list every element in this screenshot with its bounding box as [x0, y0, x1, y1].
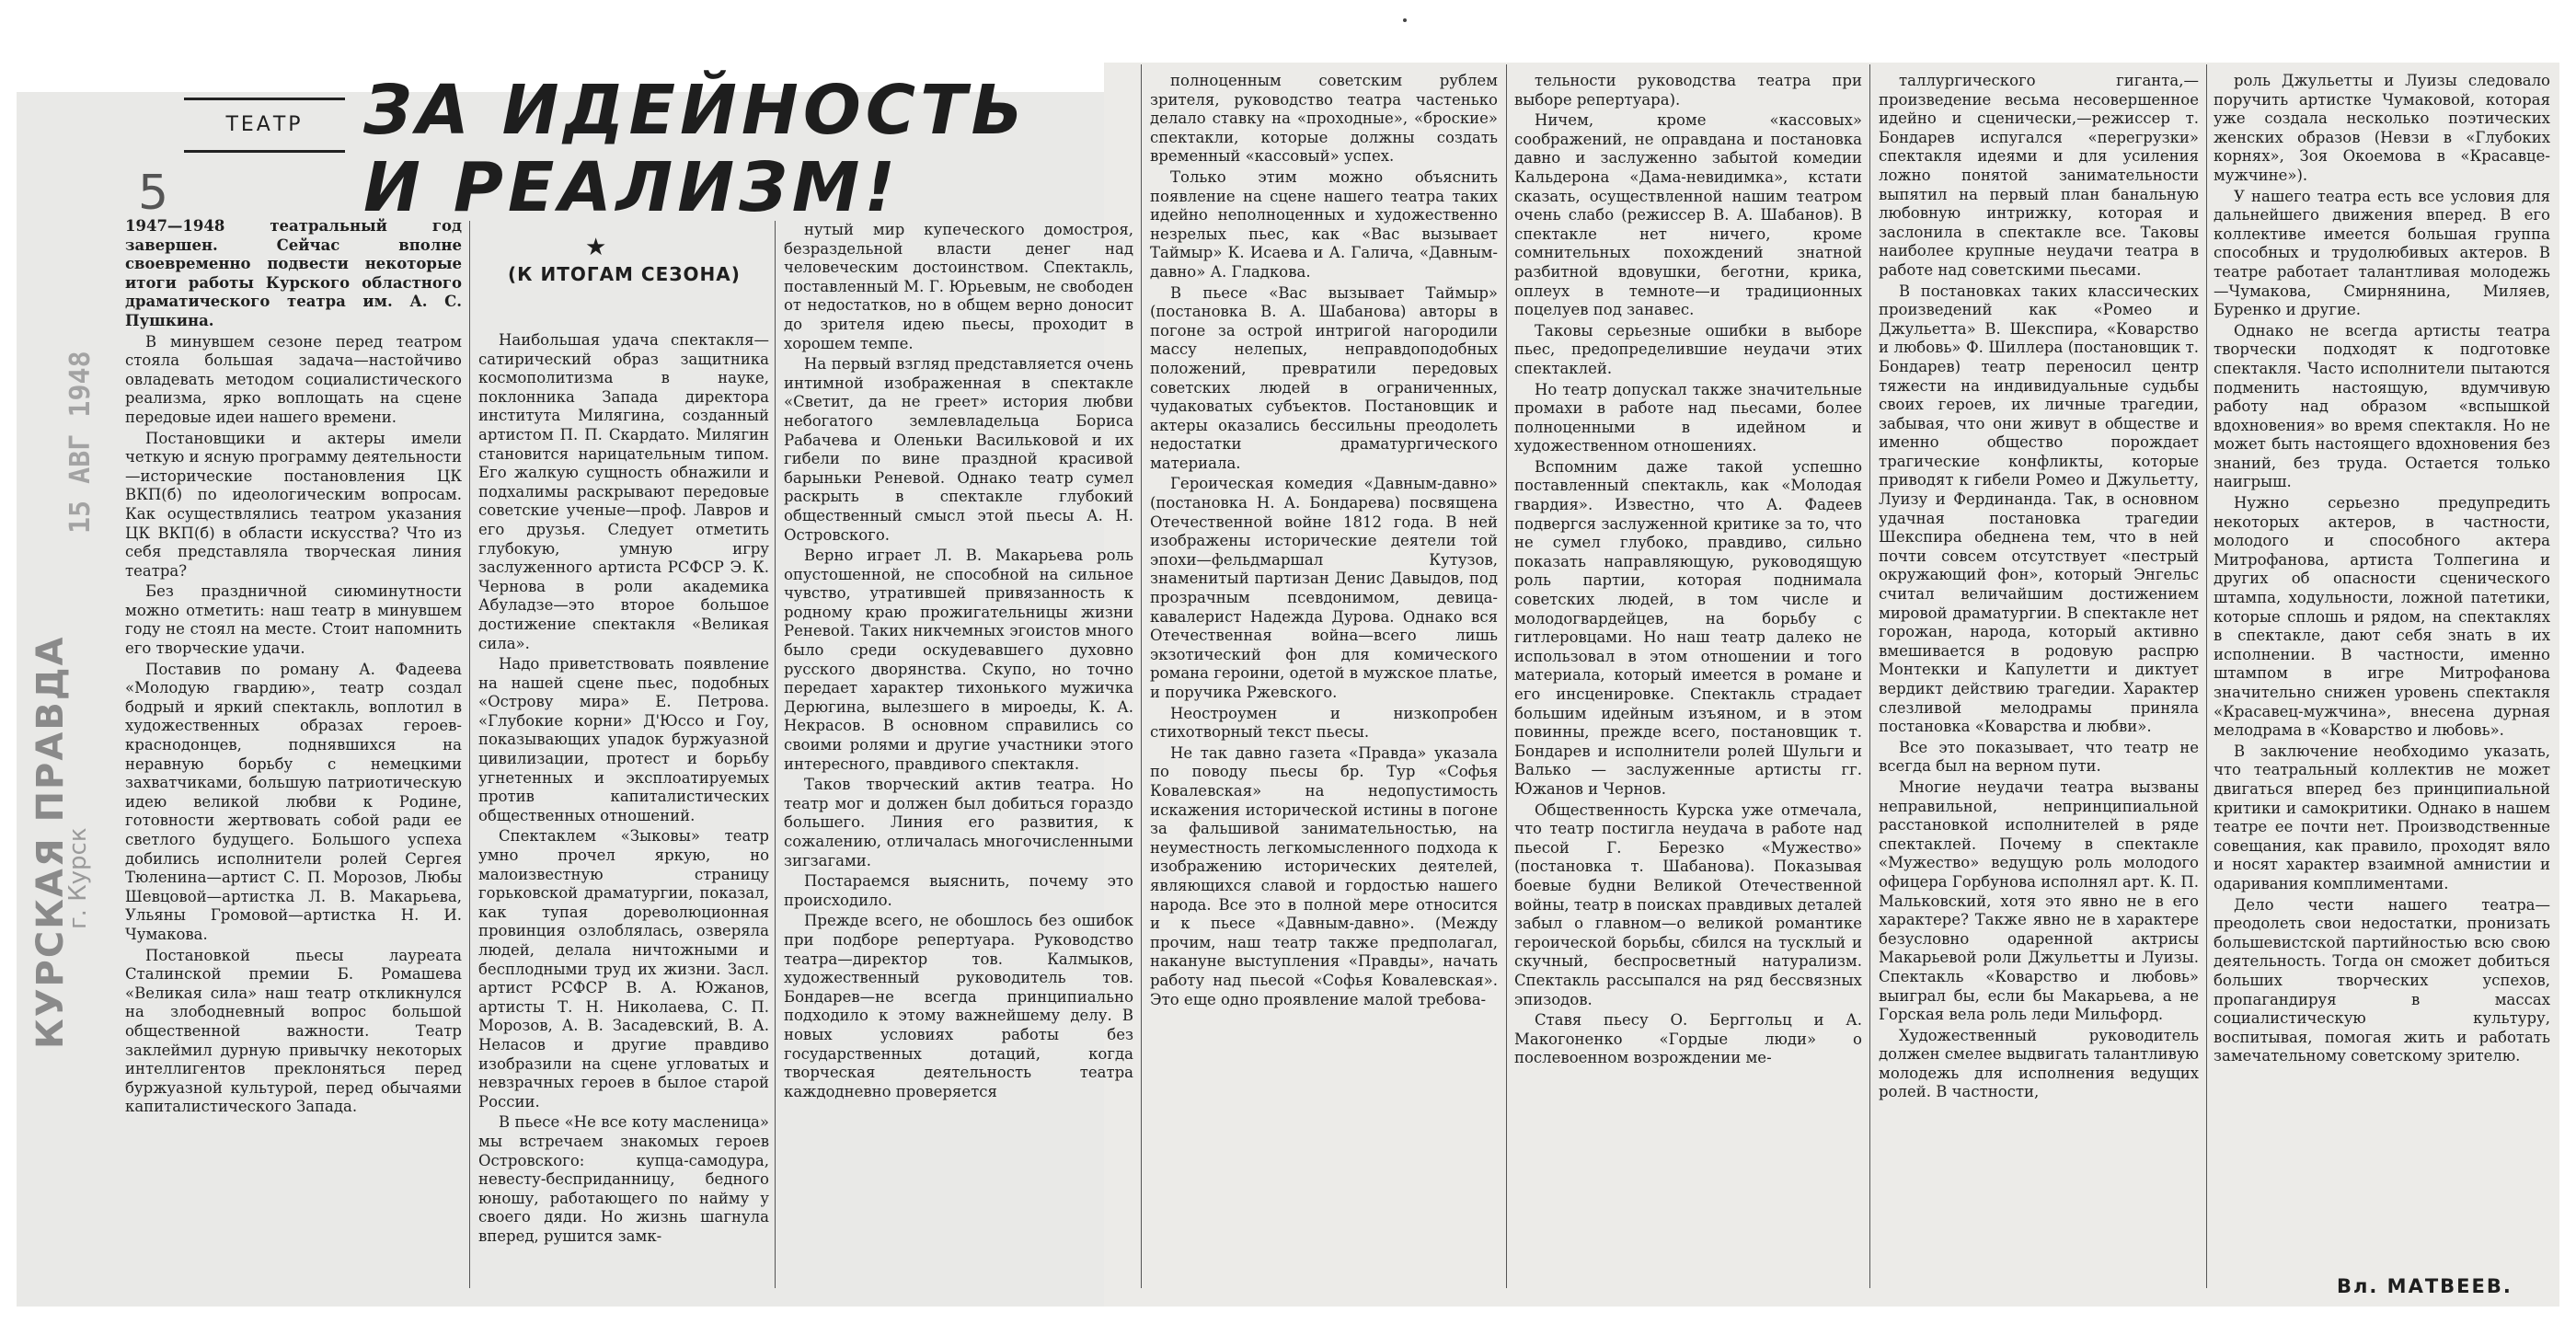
article-column-5	[1514, 72, 1862, 1300]
paragraph: тельности руководства театра при выборе репертуара).	[1514, 72, 1862, 109]
paragraph: нутый мир купеческого домостроя, безраздельной власти денег над человеческим достоинством. Спектакль, поставленный М. Г. Юрьевым, не свободен от недостатков, но в общем верно доносит до зрителя идею пьесы, проходит в хорошем темпе.	[784, 221, 1133, 352]
paragraph: Таков творческий актив театра. Но театр мог и должен был добиться гораздо большего. Линия его развития, к сожалению, отличалась многочисленными зигзагами.	[784, 776, 1133, 869]
column-rule	[1506, 64, 1507, 1288]
paragraph: У нашего театра есть все условия для дальнейшего движения вперед. В его коллективе имеется большая группа способных и трудолюбивых актеров. В театре работает талантливая молодежь—Чумакова, Смирнянина, Миляев, Буренко и другие.	[2214, 187, 2550, 319]
city-stamp: г. Курск	[64, 827, 92, 929]
paragraph: Верно играет Л. В. Макарьева роль опустошенной, не способной на сильное чувство, утратившей привязанность к родному краю прожигательницы жизни Реневой. Таких никчемных эгоистов много было среди оскудевавшего духовно русского дворянства. Скупо, но точно передает характер тихонького мужичка Дерюгина, вылезшего в мироеды, К. А. Некрасов. В основном справились со своими ролями и другие участники этого интересного, правдивого спектакля.	[784, 547, 1133, 773]
paragraph: Таковы серьезные ошибки в выборе пьес, предопределившие неудачи этих спектаклей.	[1514, 321, 1862, 377]
paragraph: Поставив по роману А. Фадеева «Молодую гвардию», театр создал бодрый и яркий спектакль, воплотил в художественных образах героев-краснодонцев, поднявшихся на неравную борьбу с немецкими захватчиками, большую патриотическую идею великой любви к Родине, готовности жертвовать собой ради ее светлого будущего. Большого успеха добились исполнители ролей Сергея Тюленина—артист С. П. Морозов, Любы Шевцовой—артистка Л. В. Макарьева, Ульяны Громовой—артистка Н. И. Чумакова.	[125, 660, 462, 943]
paragraph: В постановках таких классических произведений как «Ромео и Джульетта» В. Шекспира, «Коварство и любовь» Ф. Шиллера (постановщик т. Бондарев) театр переносил центр тяжести на индивидуальные судьбы своих героев, их личные трагедии, забывая, что они живут в обществе и именно общество порождает трагические конфликты, которые приводят к гибели Ромео и Джульетту, Луизу и Фердинанда. Так, в основном удачная постановка трагедии Шекспира обеднена тем, что в ней почти совсем отсутствует «пестрый окружающий фон», который Энгельс считал величайшим достижением мировой драматургии. В спектакле нет горожан, народа, который активно вмешивается в родовую распрю Монтекки и Капулетти и диктует вердикт действию трагедии. Характер слезливой мелодрамы приняла постановка «Коварства и любви».	[1879, 282, 2199, 736]
paragraph: На первый взгляд представляется очень интимной изображенная в спектакле «Светит, да не греет» история любви небогатого землевладельца Бориса Рабачева и Оленьки Васильковой и их гибели по вине праздной красивой барыньки Реневой. Однако театр сумел раскрыть в спектакле глубокий общественный смысл этой пьесы А. Н. Островского.	[784, 355, 1133, 544]
article-column-6	[1879, 72, 2199, 1300]
paragraph: В пьесе «Не все коту масленица» мы встречаем знакомых героев Островского: купца-самодура, невесту-бесприданницу, бедного юношу, работающего по найму у своего дяди. Но жизнь шагнула вперед, рушится замк-	[478, 1113, 769, 1245]
paragraph: Постановкой пьесы лауреата Сталинской премии Б. Ромашева «Великая сила» наш театр откликнулся на злободневный вопрос большой общественной важности. Театр заклеймил дурную привычку некоторых интеллигентов преклоняться перед буржуазной культурой, перед обычаями капиталистического Запада.	[125, 946, 462, 1116]
column-rule	[2206, 64, 2207, 1288]
date-stamp: 15 АВГ 1948	[64, 351, 97, 534]
paragraph: Постановщики и актеры имели четкую и ясную программу деятельности—исторические постановления ЦК ВКП(б) по идеологическим вопросам. Как осуществлялись театром указания ЦК ВКП(б) в области искусства? Что из себя представляла творческая линия театра?	[125, 429, 462, 580]
paragraph: Прежде всего, не обошлось без ошибок при подборе репертуара. Руководство театра—директор тов. Калмыков, художественный руководитель тов. Бондарев—не всегда принципиально подходило к этому важнейшему делу. В новых условиях работы без государственных дотаций, когда творческая деятельность театра каждодневно проверяется	[784, 912, 1133, 1100]
paragraph: Героическая комедия «Давным-давно» (постановка Н. А. Бондарева) посвящена Отечественной войне 1812 года. В ней изображены исторические деятели той эпохи—фельдмаршал Кутузов, знаменитый партизан Денис Давыдов, под прозрачным псевдонимом, девица-кавалерист Надежда Дурова. Однако вся Отечественная война—всего лишь экзотический фон для комического романа героини, одетой в мужское платье, и поручика Ржевского.	[1150, 475, 1498, 701]
paragraph: Но театр допускал также значительные промахи в работе над пьесами, более полноценными в идейном и художественном отношениях.	[1514, 380, 1862, 455]
paragraph: Нужно серьезно предупредить некоторых актеров, в частности, молодого и способного актера Митрофанова, артиста Толпегина и других об опасности сценического штампа, ходульности, ложной патетики, которые сплошь и рядом, на спектаклях в спектакле, дают себя знать в их исполнении. В частности, именно штампом в игре Митрофанова значительно снижен уровень спектакля «Красавец-мужчина», внесена дурная мелодрама в «Коварство и любовь».	[2214, 494, 2550, 740]
column-rule	[469, 221, 470, 1288]
paragraph: Многие неудачи театра вызваны неправильной, непринципиальной расстановкой исполнителей в ряде спектаклей. Почему в спектакле «Мужество» ведущую роль молодого офицера Горбунова исполнял арт. К. П. Мальковский, хотя это явно не в его характере? Также явно не в характере безусловно одаренной актрисы Макарьевой роли Джульетты и Луизы. Спектакль «Коварство и любовь» выиграл бы, если бы Макарьева, а не Горская вела роль леди Мильфорд.	[1879, 777, 2199, 1024]
paragraph: Однако не всегда артисты театра творчески подходят к подготовке спектакля. Часто исполнители пытаются подменить настоящую, вдумчивую работу над образом «вспышкой вдохновения» во время спектакля. Но не может быть настоящего вдохновения без знаний, без труда. Остается только наигрыш.	[2214, 321, 2550, 491]
article-subhead: (К ИТОГАМ СЕЗОНА)	[508, 263, 741, 285]
column-rule	[1141, 64, 1142, 1288]
article-column-4	[1150, 72, 1498, 1300]
newspaper-name-stamp: КУРСКАЯ ПРАВДА	[29, 635, 72, 1049]
paragraph: Только этим можно объяснить появление на сцене нашего театра таких идейно неполноценных и художественно незрелых пьес, как «Вас вызывает Таймыр» К. Исаева и А. Галича, «Давным-давно» А. Гладкова.	[1150, 167, 1498, 281]
article-headline	[363, 71, 1028, 227]
paragraph: Ставя пьесу О. Берггольц и А. Макогоненко «Гордые люди» о послевоенном возрождении ме-	[1514, 1011, 1862, 1067]
paragraph: 1947—1948 театральный год завершен. Сейчас вполне своевременно подвести некоторые итоги работы Курского областного драматического театра им. А. С. Пушкина.	[125, 217, 462, 329]
article-column-2	[478, 331, 769, 1297]
article-column-1	[125, 217, 462, 1294]
handwritten-number: 5	[138, 166, 169, 221]
paragraph: Спектаклем «Зыковы» театр умно прочел яркую, но малоизвестную страницу горьковской драматургии, показал, как тупая дореволюционная провинция озлоблялась, озверяла людей, делала ничтожными и бесплодными труд их жизни. Засл. артист РСФСР В. А. Южанов, артисты Т. Н. Николаева, С. П. Морозов, А. В. Засадевский, В. А. Неласов и другие правдиво изобразили на сцене угловатых и невзрачных героев в былое старой России.	[478, 827, 769, 1111]
column-rule	[775, 221, 776, 1288]
paragraph: Дело чести нашего театра—преодолеть свои недостатки, пронизать большевистской партийностью всю свою деятельность. Тогда он сможет добиться больших творческих успехов, пропагандируя в массах социалистическую культуру, воспитывая, помогая жить и работать замечательному советскому зрителю.	[2214, 895, 2550, 1065]
column-rule	[1869, 64, 1870, 1288]
article-column-3	[784, 221, 1133, 1297]
paragraph: В заключение необходимо указать, что театральный коллектив не может двигаться вперед без принципиальной критики и самокритики. Однако в нашем театре ее почти нет. Производственные совещания, как правило, проходят вяло и носят характер взаимной амнистии и одаривания комплиментами.	[2214, 742, 2550, 892]
paragraph: Художественный руководитель должен смелее выдвигать талантливую молодежь для исполнения ведущих ролей. В частности,	[1879, 1026, 2199, 1101]
paragraph: таллургического гиганта,—произведение весьма несовершенное идейно и сценически,—режиссер т. Бондарев испугался «перегрузки» спектакля идеями и для усиления ложно понятой занимательности выпятил на первый план банальную любовную интрижку, которая и заслонила в спектакле все. Таковы наиболее крупные неудачи театра в работе над советскими пьесами.	[1879, 72, 2199, 279]
paragraph: Общественность Курска уже отмечала, что театр постигла неудача в работе над пьесой Г. Березко «Мужество» (постановка т. Шабанова). Показывая боевые будни Великой Отечественной войны, театр в поисках правдивых деталей забыл о главном—о великой романтике героической борьбы, сбился на тусклый и скучный, беспросветный натурализм. Спектакль рассыпался на ряд бессвязных эпизодов.	[1514, 800, 1862, 1008]
subhead-star-icon: ★	[585, 234, 607, 261]
paragraph: В пьесе «Вас вызывает Таймыр» (постановка В. А. Шабанова) авторы в погоне за острой интригой нагородили массу нелепых, неправдоподобных положений, превратили передовых советских людей в ограниченных, чудаковатых субъектов. Постановщик и актеры оказались бессильны преодолеть недостатки драматургического материала.	[1150, 283, 1498, 472]
article-column-7	[2214, 72, 2550, 1268]
paragraph: Неостроумен и низкопробен стихотворный текст пьесы.	[1150, 704, 1498, 742]
paragraph: Вспомним даже такой успешно поставленный спектакль, как «Молодая гвардия». Известно, что А. Фадеев подвергся заслуженной критике за то, что не сумел глубоко, правдиво, сильно показать направляющую, руководящую роль партии, которая поднимала советских людей, в том числе и молодогвардейцев, на борьбу с гитлеровцами. Но наш театр далеко не использовал в этом отношении и того материала, который имеется в романе и его инсценировке. Спектакль страдает большим идейным изъяном, и в этом повинны, прежде всего, постановщик т. Бондарев и исполнители ролей Шульги и Валько — заслуженные артисты гг. Южанов и Чернов.	[1514, 457, 1862, 798]
headline-line-2: И РЕАЛИЗМ!	[363, 148, 901, 227]
author-signature: Вл. МАТВЕЕВ.	[2337, 1275, 2513, 1297]
paragraph: Наибольшая удача спектакля—сатирический образ защитника космополитизма в науке, поклонника Запада директора института Милягина, созданный артистом П. П. Скардато. Милягин становится нарицательным типом. Его жалкую сущность обнажили и подхалимы раскрывают передовые советские ученые—проф. Лавров и его друзья. Следует отметить глубокую, умную игру заслуженного артиста РСФСР Э. К. Чернова в роли академика Абуладзе—это второе большое достижение спектакля «Великая сила».	[478, 331, 769, 652]
paragraph: Ничем, кроме «кассовых» соображений, не оправдана и постановка давно и заслуженно забытой комедии Кальдерона «Дама-невидимка», кстати сказать, осуществленной нашим театром очень слабо (режиссер В. А. Шабанов). В спектакле нет ничего, кроме сомнительных похождений знатной разбитной вдовушки, беготни, крика, оплеух в темноте—и традиционных поцелуев под занавес.	[1514, 111, 1862, 319]
paragraph: полноценным советским рублем зрителя, руководство театра частенько делало ставку на «проходные», «броские» спектакли, которые должны создать временный «кассовый» успех.	[1150, 72, 1498, 166]
paragraph: Надо приветствовать появление на нашей сцене пьес, подобных «Острову мира» Е. Петрова. «Глубокие корни» Д'Юссо и Гоу, показывающих упадок буржуазной цивилизации, протест и борьбу угнетенных и эксплоатируемых против капиталистических общественных отношений.	[478, 655, 769, 824]
paper-speck	[1403, 18, 1407, 22]
paragraph: Постараемся выяснить, почему это происходило.	[784, 872, 1133, 909]
paragraph: Без праздничной сиюминутности можно отметить: наш театр в минувшем году не стоял на месте. Стоит напомнить его творческие удачи.	[125, 582, 462, 658]
paragraph: роль Джульетты и Луизы следовало поручить артистке Чумаковой, которая уже создала несколько поэтических женских образов (Невзи в «Глубоких корнях», Зоя Окоемова в «Красавце-мужчине»).	[2214, 72, 2550, 184]
paragraph: Не так давно газета «Правда» указала по поводу пьесы бр. Тур «Софья Ковалевская» на недопустимость искажения исторической истины в погоне за фальшивой занимательностью, на неуместность легкомысленного подхода к изображению исторических деятелей, являющихся славой и гордостью нашего народа. Все это в полной мере относится и к пьесе «Давным-давно». (Между прочим, наш театр также предполагал, накануне выступления «Правды», начать работу над пьесой «Софья Ковалевская». Это еще одно проявление малой требова-	[1150, 743, 1498, 1008]
paragraph: В минувшем сезоне перед театром стояла большая задача—настойчиво овладевать методом социалистического реализма, ярко воплощать на сцене передовые идеи нашего времени.	[125, 332, 462, 426]
headline-line-1: ЗА ИДЕЙНОСТЬ	[363, 71, 1028, 150]
paragraph: Все это показывает, что театр не всегда был на верном пути.	[1879, 738, 2199, 776]
section-rubric: ТЕАТР	[184, 98, 345, 153]
